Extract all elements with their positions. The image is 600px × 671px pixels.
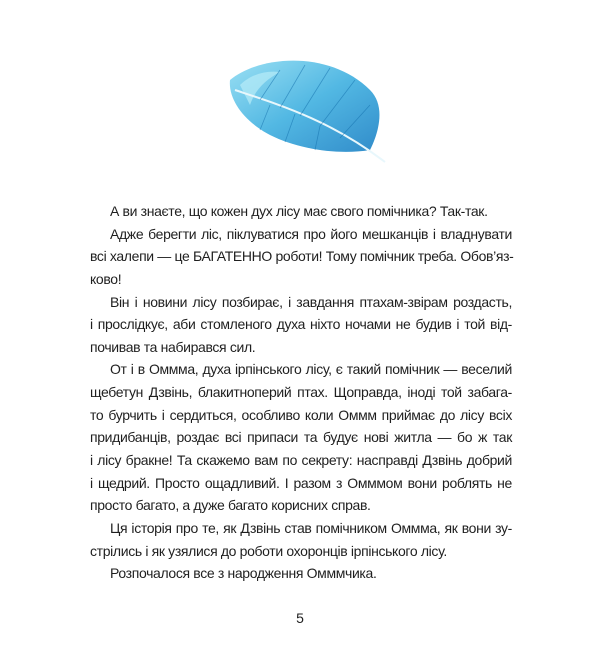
- text-line: почивав та набирався сил.: [90, 338, 256, 355]
- text-line: просто багато, а дуже багато корисних справ.: [90, 497, 371, 514]
- page-number: 5: [296, 610, 304, 626]
- text-line: і щедрий. Просто ощадливий. І разом з Омммом вони роблять не: [90, 474, 512, 491]
- text-line: стрілись і як узялися до роботи охоронців ірпінського лісу.: [90, 542, 447, 559]
- text-line: Він і новини лісу позбирає, і завдання птахам-звірам роздасть,: [110, 293, 512, 310]
- text-line: ково!: [90, 270, 122, 287]
- text-line: і прослідкує, аби стомленого духа ніхто ночами не будив і той від-: [90, 316, 512, 333]
- body-text: [90, 200, 512, 585]
- text-line: то бурчить і сердиться, особливо коли Оммм приймає до лісу всіх: [90, 406, 512, 423]
- feather-illustration: [220, 50, 390, 165]
- text-line: Розпочалося все з народження Омммчика.: [110, 565, 377, 582]
- text-line: А ви знаєте, що кожен дух лісу має свого помічника? Так-так.: [110, 203, 488, 219]
- text-line: Ця історія про те, як Дзвінь став помічником Оммма, як вони зу-: [110, 519, 512, 536]
- text-line: і лісу бракне! Та скажемо вам по секрету: насправді Дзвінь добрий: [90, 452, 512, 469]
- text-line: От і в Оммма, духа ірпінського лісу, є такий помічник — веселий: [110, 361, 512, 378]
- text-line: щебетун Дзвінь, блакитноперий птах. Щоправда, іноді той забага-: [90, 384, 512, 401]
- text-line: придибанців, роздає всі припаси та будує нові житла — бо ж так: [90, 429, 512, 446]
- text-line: всі халепи — це БАГАТЕННО роботи! Тому помічник треба. Обов’яз-: [90, 248, 514, 265]
- text-line: Адже берегти ліс, піклуватися про його мешканців і владнувати: [110, 225, 512, 242]
